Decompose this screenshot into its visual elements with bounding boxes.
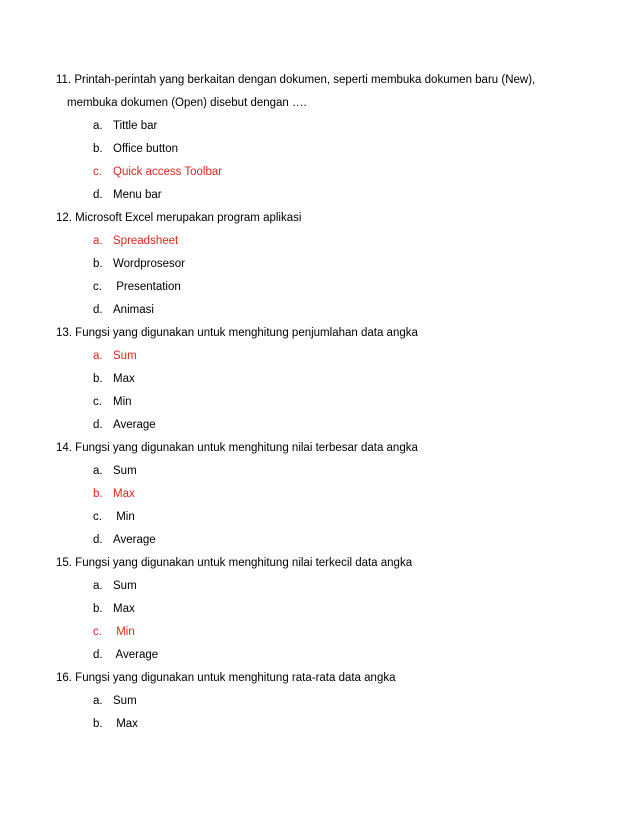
option-text: Max bbox=[113, 603, 135, 615]
answer-option bbox=[93, 602, 135, 616]
option-letter: b. bbox=[93, 373, 103, 385]
answer-option bbox=[93, 625, 135, 639]
option-text: Tittle bar bbox=[113, 120, 158, 132]
option-letter: d. bbox=[93, 189, 103, 201]
answer-option bbox=[93, 487, 135, 501]
answer-option bbox=[93, 717, 138, 731]
option-letter: c. bbox=[93, 396, 102, 408]
option-letter: a. bbox=[93, 120, 103, 132]
option-text: Max bbox=[113, 488, 135, 500]
option-text: Max bbox=[113, 373, 135, 385]
option-letter: b. bbox=[93, 603, 103, 615]
answer-option bbox=[93, 395, 132, 409]
option-text: Wordprosesor bbox=[113, 258, 186, 270]
option-letter: b. bbox=[93, 718, 103, 730]
option-letter: c. bbox=[93, 511, 102, 523]
question-text: 14. Fungsi yang digunakan untuk menghitung nilai terbesar data angka bbox=[56, 442, 418, 454]
option-letter: a. bbox=[93, 695, 103, 707]
answer-option bbox=[93, 372, 135, 386]
answer-option bbox=[93, 510, 135, 524]
option-text: Sum bbox=[113, 695, 137, 707]
question-text: 13. Fungsi yang digunakan untuk menghitung penjumlahan data angka bbox=[56, 327, 418, 339]
answer-option bbox=[93, 188, 162, 202]
answer-option bbox=[93, 142, 178, 156]
answer-option bbox=[93, 579, 137, 593]
answer-option bbox=[93, 119, 157, 133]
option-text: Average bbox=[113, 419, 156, 431]
option-letter: c. bbox=[93, 626, 102, 638]
answer-option bbox=[93, 257, 185, 271]
option-letter: b. bbox=[93, 143, 103, 155]
option-letter: d. bbox=[93, 419, 103, 431]
option-letter: d. bbox=[93, 649, 103, 661]
option-text: Sum bbox=[113, 580, 137, 592]
option-text: Menu bar bbox=[113, 189, 162, 201]
option-letter: a. bbox=[93, 350, 103, 362]
option-letter: c. bbox=[93, 281, 102, 293]
option-text: Average bbox=[113, 649, 159, 661]
question-text: 11. Printah-perintah yang berkaitan dengan dokumen, seperti membuka dokumen baru (New), bbox=[56, 74, 536, 86]
option-letter: c. bbox=[93, 166, 102, 178]
option-text: Min bbox=[113, 511, 135, 523]
answer-option bbox=[93, 694, 137, 708]
answer-option bbox=[93, 165, 222, 179]
option-letter: d. bbox=[93, 304, 103, 316]
option-text: Office button bbox=[113, 143, 178, 155]
question-text: membuka dokumen (Open) disebut dengan …. bbox=[67, 97, 307, 109]
option-letter: d. bbox=[93, 534, 103, 546]
question-text: 16. Fungsi yang digunakan untuk menghitung rata-rata data angka bbox=[56, 672, 396, 684]
option-letter: a. bbox=[93, 235, 103, 247]
answer-option bbox=[93, 464, 137, 478]
option-text: Sum bbox=[113, 350, 137, 362]
option-letter: b. bbox=[93, 488, 103, 500]
option-text: Animasi bbox=[113, 304, 154, 316]
option-text: Min bbox=[113, 626, 135, 638]
answer-option bbox=[93, 234, 178, 248]
option-text: Sum bbox=[113, 465, 137, 477]
option-letter: b. bbox=[93, 258, 103, 270]
answer-option bbox=[93, 533, 156, 547]
answer-option bbox=[93, 280, 181, 294]
option-letter: a. bbox=[93, 465, 103, 477]
option-text: Quick access Toolbar bbox=[113, 166, 223, 178]
option-text: Min bbox=[113, 396, 132, 408]
question-text: 12. Microsoft Excel merupakan program aplikasi bbox=[56, 212, 302, 224]
option-text: Average bbox=[113, 534, 156, 546]
question-text: 15. Fungsi yang digunakan untuk menghitung nilai terkecil data angka bbox=[56, 557, 413, 569]
answer-option bbox=[93, 303, 154, 317]
option-letter: a. bbox=[93, 580, 103, 592]
answer-option bbox=[93, 349, 137, 363]
option-text: Presentation bbox=[113, 281, 181, 293]
option-text: Spreadsheet bbox=[113, 235, 179, 247]
option-text: Max bbox=[113, 718, 138, 730]
answer-option bbox=[93, 648, 158, 662]
answer-option bbox=[93, 418, 156, 432]
